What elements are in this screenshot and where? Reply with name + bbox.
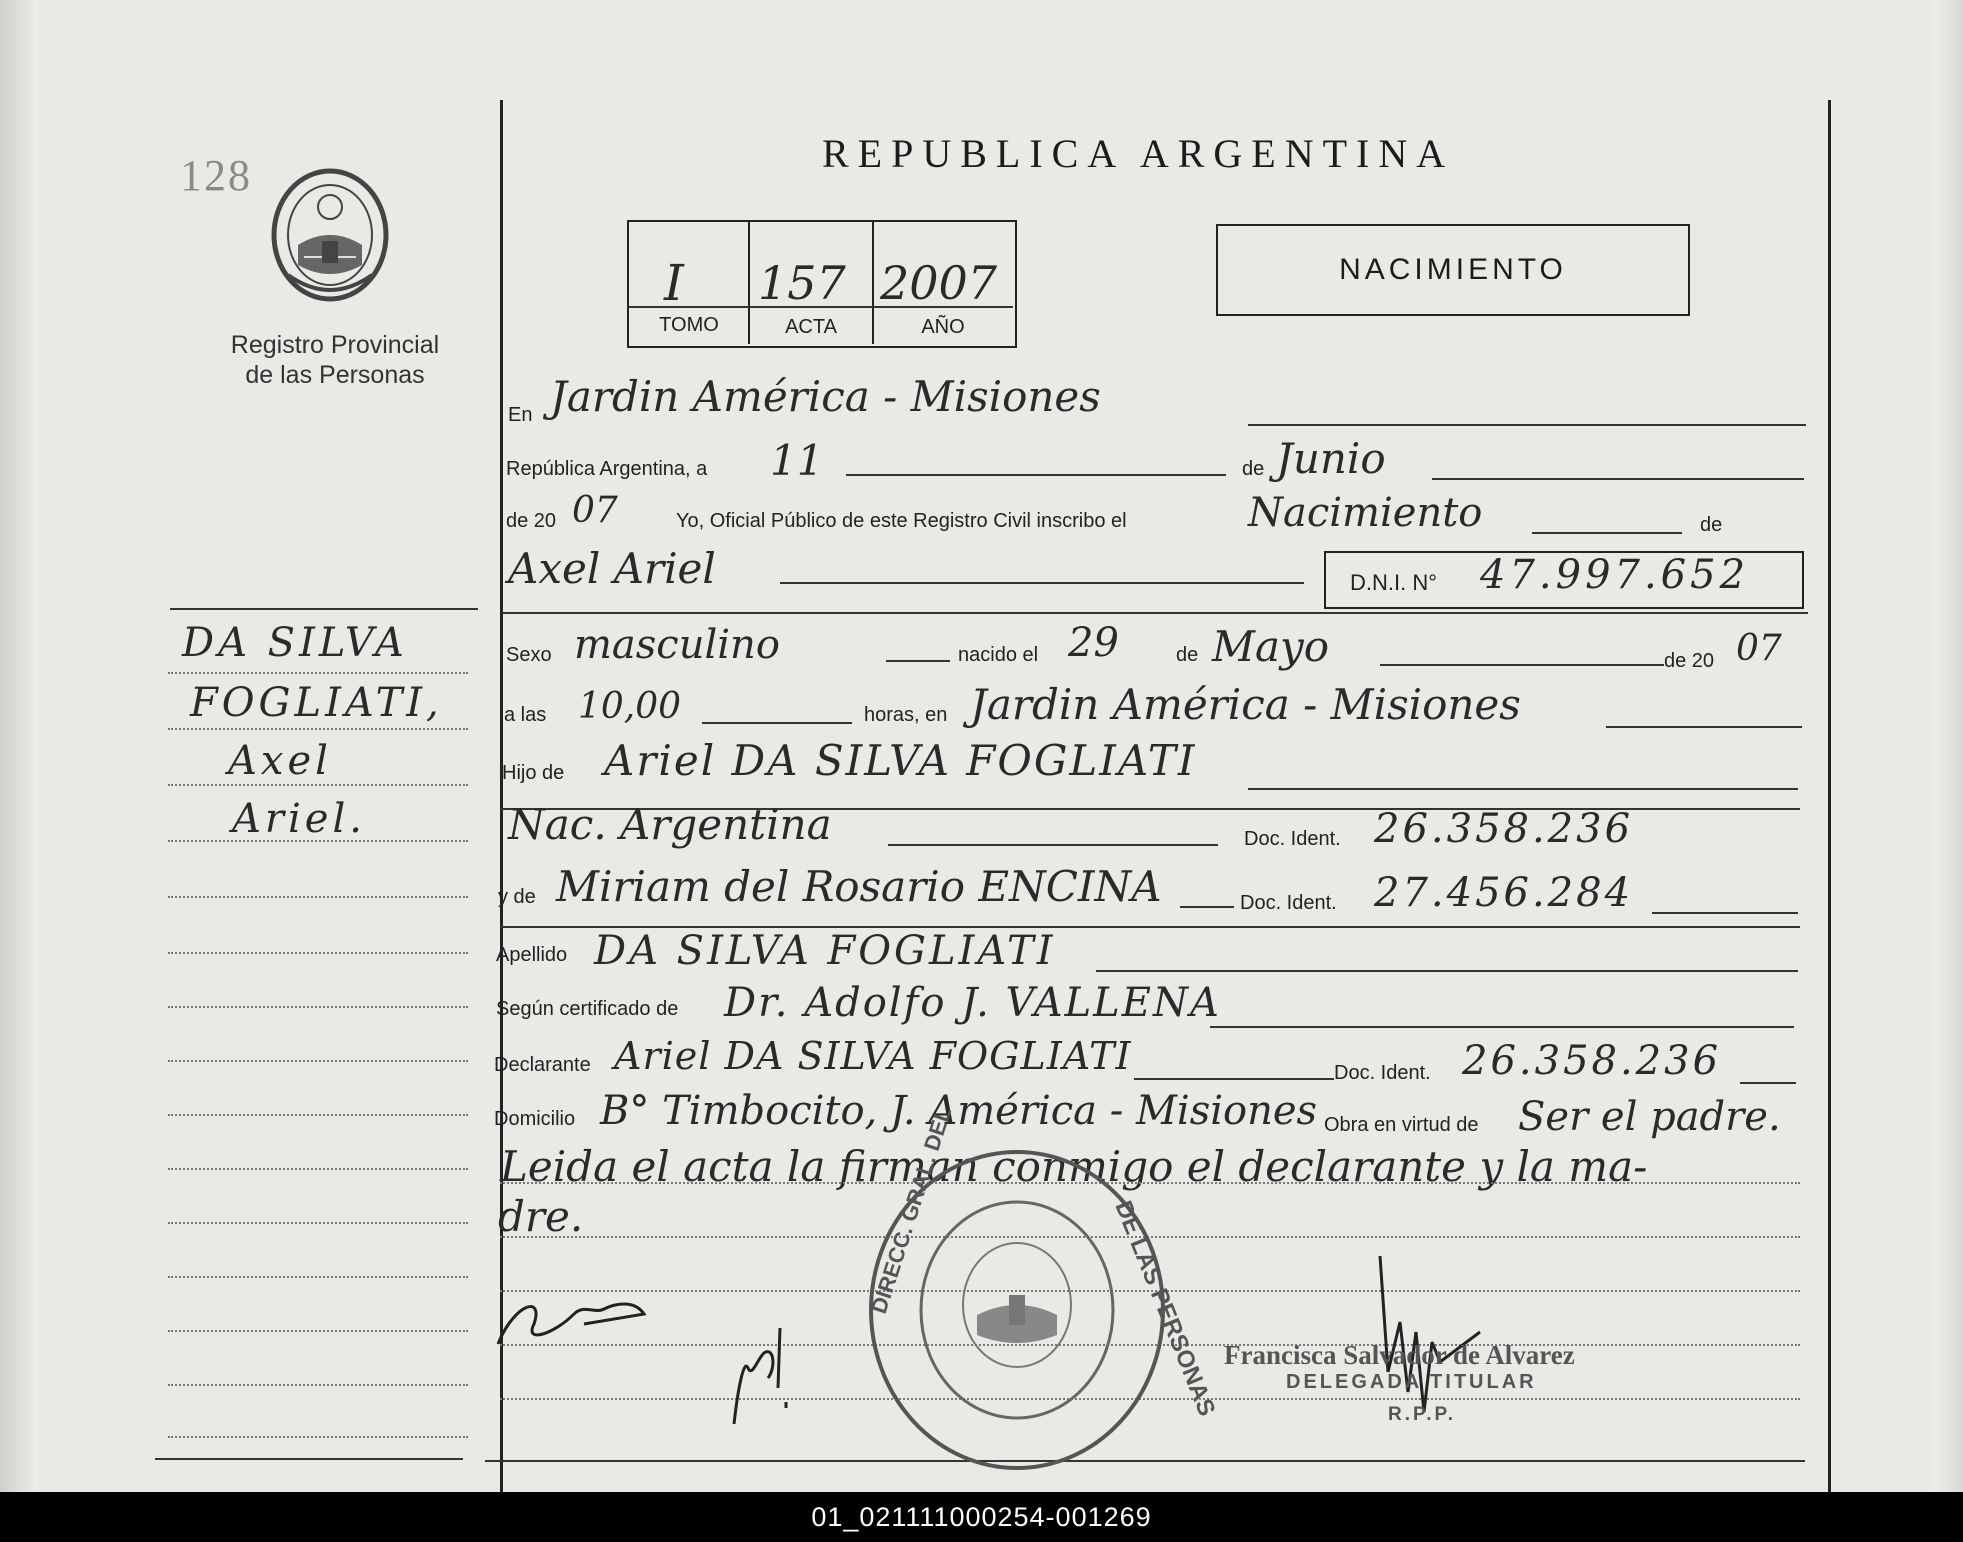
certificado-rule xyxy=(1210,1026,1794,1028)
nacido-label: nacido el xyxy=(958,644,1039,666)
margin-rule xyxy=(168,1168,468,1170)
leida-line1: Leida el acta la firman conmigo el declarante y la ma- xyxy=(500,1142,1648,1191)
republica-label: República Argentina, a xyxy=(506,458,708,480)
obra-value: Ser el padre. xyxy=(1518,1094,1781,1140)
margin-rule xyxy=(168,1276,468,1278)
provincial-emblem-icon xyxy=(268,165,392,305)
apellido-label: Apellido xyxy=(496,944,568,966)
horas-label: horas, en xyxy=(864,704,948,726)
margin-note-line2: FOGLIATI, xyxy=(190,680,443,726)
obra-label: Obra en virtud de xyxy=(1324,1114,1479,1136)
tomo-label: TOMO xyxy=(659,314,719,336)
oficial-label: Yo, Oficial Público de este Registro Civil inscribo el xyxy=(676,510,1127,532)
dni-value: 47.997.652 xyxy=(1480,552,1750,598)
tomo-value: I xyxy=(664,254,684,312)
yde-label: y de xyxy=(498,886,536,908)
hour-value: 10,00 xyxy=(578,686,682,727)
month-value: Junio xyxy=(1276,434,1386,483)
year-prefix-label: de 20 xyxy=(506,510,557,532)
margin-rule xyxy=(168,1006,468,1008)
country-title: REPUBLICA ARGENTINA xyxy=(822,131,1455,176)
margin-bottom-rule xyxy=(155,1458,463,1460)
margin-note-line3: Axel xyxy=(228,738,332,784)
registry-name-line1: Registro Provincial xyxy=(230,331,440,359)
father-nationality-value: Nac. Argentina xyxy=(508,800,832,849)
mother-signature-icon xyxy=(724,1318,814,1428)
declarante-label: Declarante xyxy=(494,1054,591,1076)
mother-doc-rule xyxy=(1652,912,1798,914)
official-org: R.P.P. xyxy=(1388,1404,1457,1425)
margin-rule xyxy=(168,1114,468,1116)
birth-year-value: 07 xyxy=(1736,628,1782,669)
year-value: 07 xyxy=(572,490,618,531)
margin-rule xyxy=(168,952,468,954)
declarante-doc-value: 26.358.236 xyxy=(1462,1038,1722,1084)
margin-rule xyxy=(168,1222,468,1224)
margin-note-line4: Ariel. xyxy=(232,796,366,842)
hijo-label: Hijo de xyxy=(502,762,565,784)
apellido-rule xyxy=(1096,970,1798,972)
birth-day-value: 29 xyxy=(1068,620,1119,666)
declarante-value: Ariel DA SILVA FOGLIATI xyxy=(614,1034,1132,1078)
anio-value: 2007 xyxy=(880,256,998,310)
birth-month-rule xyxy=(1380,664,1664,666)
section-divider xyxy=(502,612,1808,614)
margin-rule xyxy=(168,1384,468,1386)
child-name-rule xyxy=(780,582,1304,584)
en-label: En xyxy=(508,404,533,426)
declarante-rule xyxy=(1134,1078,1334,1080)
mother-doc-value: 27.456.284 xyxy=(1374,870,1634,916)
sexo-value: masculino xyxy=(574,622,780,668)
sexo-label: Sexo xyxy=(506,644,552,666)
official-seal-icon xyxy=(865,1104,1221,1475)
inscribo-value: Nacimiento xyxy=(1248,490,1483,536)
father-nationality-rule xyxy=(888,844,1218,846)
registry-name xyxy=(200,330,470,390)
birth-place-value: Jardin América - Misiones xyxy=(970,680,1521,729)
declarante-doc-rule xyxy=(1740,1082,1796,1084)
birth-year-prefix-label: de 20 xyxy=(1664,650,1715,672)
birth-month-de-label: de xyxy=(1176,644,1199,666)
mother-doc-label: Doc. Ident. xyxy=(1240,892,1337,914)
acta-label: ACTA xyxy=(785,316,837,338)
en-rule xyxy=(1248,424,1806,426)
mother-rule xyxy=(1180,906,1234,908)
domicilio-label: Domicilio xyxy=(494,1108,576,1130)
mother-value: Miriam del Rosario ENCINA xyxy=(556,862,1162,911)
day-value: 11 xyxy=(770,436,824,485)
declarante-signature-icon xyxy=(494,1284,654,1354)
svg-text:DE LAS PERSONAS: DE LAS PERSONAS xyxy=(1109,1197,1221,1420)
father-rule xyxy=(1248,788,1798,790)
margin-rule xyxy=(168,896,468,898)
en-value: Jardin América - Misiones xyxy=(550,372,1101,421)
month-de-label: de xyxy=(1242,458,1265,480)
father-doc-label: Doc. Ident. xyxy=(1244,828,1341,850)
child-name-value: Axel Ariel xyxy=(508,544,716,593)
birth-month-value: Mayo xyxy=(1212,622,1330,671)
official-title: DELEGADA TITULAR xyxy=(1286,1371,1537,1393)
book-binding-edge xyxy=(0,0,38,1492)
margin-rule xyxy=(168,1436,468,1438)
form-right-border xyxy=(1828,100,1831,1492)
sexo-rule xyxy=(886,660,950,662)
inscribo-de-label: de xyxy=(1700,514,1723,536)
margin-rule xyxy=(168,672,468,674)
day-rule xyxy=(846,474,1226,476)
record-type-box: NACIMIENTO xyxy=(1216,224,1690,316)
inscribo-rule xyxy=(1532,532,1682,534)
anio-label: AÑO xyxy=(921,316,965,338)
margin-divider xyxy=(170,608,478,610)
father-value: Ariel DA SILVA FOGLIATI xyxy=(604,736,1197,785)
leida-line2: dre. xyxy=(498,1192,584,1241)
margin-note-line1: DA SILVA xyxy=(182,620,408,666)
margin-rule xyxy=(168,1330,468,1332)
image-code-footer: 01_021111000254-001269 xyxy=(0,1492,1963,1542)
margin-rule xyxy=(168,1060,468,1062)
registry-name-line2: de las Personas xyxy=(245,361,425,389)
month-rule xyxy=(1432,478,1804,480)
page-right-edge xyxy=(1933,0,1963,1492)
hour-rule xyxy=(702,722,852,724)
apellido-value: DA SILVA FOGLIATI xyxy=(594,928,1056,974)
margin-stamp-number: 128 xyxy=(180,151,252,200)
father-doc-value: 26.358.236 xyxy=(1374,806,1634,852)
acta-value: 157 xyxy=(758,256,846,310)
dni-label: D.N.I. N° xyxy=(1350,570,1438,595)
certificado-value: Dr. Adolfo J. VALLENA xyxy=(724,980,1221,1026)
margin-rule xyxy=(168,728,468,730)
domicilio-value: B° Timbocito, J. América - Misiones xyxy=(600,1088,1318,1134)
alas-label: a las xyxy=(504,704,547,726)
svg-text:DIRECC. GRAL. DEL: DIRECC. GRAL. DEL xyxy=(865,1104,957,1317)
margin-rule xyxy=(168,784,468,786)
birth-place-rule xyxy=(1606,726,1802,728)
margin-rule xyxy=(168,840,468,842)
declarante-doc-label: Doc. Ident. xyxy=(1334,1062,1431,1084)
official-name: Francisca Salvador de Alvarez xyxy=(1224,1340,1575,1370)
segun-label: Según certificado de xyxy=(496,998,679,1020)
